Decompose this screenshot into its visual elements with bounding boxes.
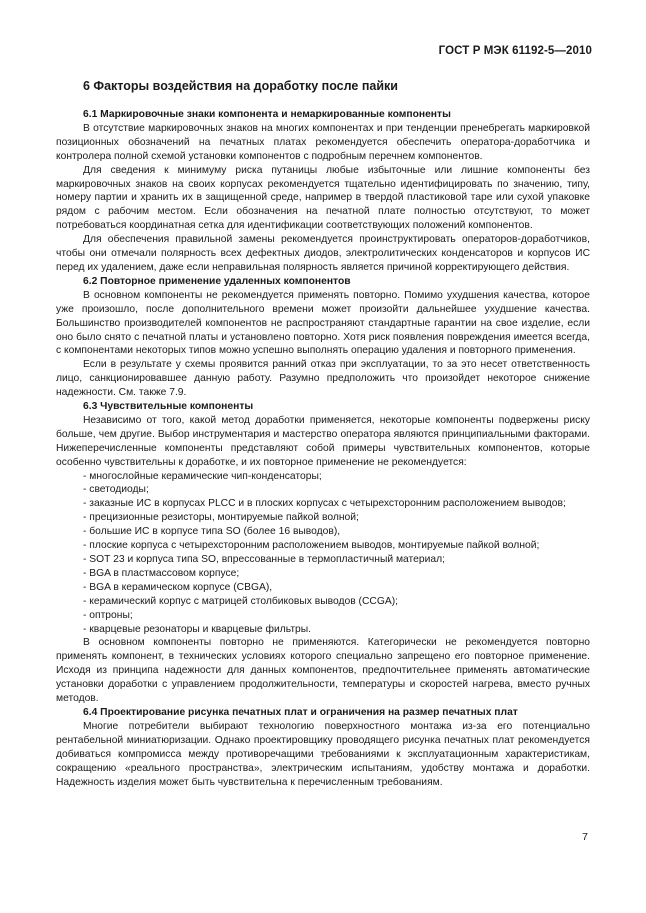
paragraph: Независимо от того, какой метод доработки применяется, некоторые компоненты подвержены риску больше, чем другие. Выбор инструментария и мастерство оператора являются принципиальными факторами. Нижеперечисленные компоненты представляют собой примеры чувствительных компонентов, которые особенно чувствительны к доработке, и их повторное применение не рекомендуется: [56, 414, 590, 468]
standard-header: ГОСТ Р МЭК 61192-5—2010 [438, 45, 592, 57]
list-item: - плоские корпуса с четырехсторонним расположением выводов, монтируемые пайкой волной; [83, 540, 540, 552]
subsection-6-1-title: 6.1 Маркировочные знаки компонента и немаркированные компоненты [83, 109, 451, 120]
page-number: 7 [582, 831, 588, 843]
sensitive-components-list [56, 470, 590, 637]
page-content [56, 78, 590, 789]
subsection-6-2-title: 6.2 Повторное применение удаленных компонентов [83, 275, 351, 287]
list-item: - BGA в керамическом корпусе (CBGA), [83, 581, 273, 593]
paragraph: В основном компоненты повторно не применяются. Категорически не рекомендуется повторно применять компонент, в технических условиях которого специально запрещено его повторное применение. Исходя из принципа надежности для данных компонентов, предпочтительнее применять автоматические установки доработки с управлением продолжительности, температуры и скоростей нагрева, вместо ручных методов. [56, 637, 590, 705]
paragraph: Если в результате у схемы проявится ранний отказ при эксплуатации, то за это несет ответственность лицо, санкционировавшее данную работу. Разумно предположить что произойдет некоторое снижение надежности. См. также 7.9. [56, 359, 590, 399]
list-item: - кварцевые резонаторы и кварцевые фильтры. [83, 623, 312, 635]
list-item: - SOT 23 и корпуса типа SO, впрессованные в термопластичный материал; [83, 554, 445, 565]
section-title: 6 Факторы воздействия на доработку после пайки [83, 79, 398, 93]
paragraph: В основном компоненты не рекомендуется применять повторно. Помимо ухудшения качества, которое уже произошло, после дополнительного времени может произойти дальнейшее ухудшение качества. Большинство производителей компонентов не распространяют стандартные гарантии на свое изделие, если оно было снято с печатной платы и установлено повторно. Хотя риск появления повреждения имеется всегда, с компонентами некоторых типов можно успешно выполнять операцию удаления и повторного применения. [56, 289, 590, 357]
paragraph: Для сведения к минимуму риска путаницы любые избыточные или лишние компоненты без маркировочных знаков на своих корпусах рекомендуется тщательно идентифицировать по значению, типу, номеру партии и хранить их в защищенной среде, например в твердой пластиковой таре или сухой упаковке рядом с рабочим местом. Если обозначения на печатной плате полностью отсутствуют, то может потребоваться координатная сетка для идентификации соответствующих положений компонентов. [56, 164, 590, 232]
list-item: - оптроны; [83, 609, 133, 621]
list-item: - заказные ИС в корпусах PLCC и в плоских корпусах с четырехсторонним расположением выводов; [83, 498, 566, 510]
list-item: - большие ИС в корпусе типа SO (более 16 выводов), [83, 526, 341, 538]
subsection-6-4-title: 6.4 Проектирование рисунка печатных плат и ограничения на размер печатных плат [83, 706, 518, 718]
paragraph: Многие потребители выбирают технологию поверхностного монтажа из-за его потенциально рентабельной миниатюризации. Однако проектировщику проводящего рисунка печатных плат рекомендуется добиваться компромисса между противоречащими требованиями к эксплуатационным характеристикам, сокращению «реального пространства», электрическим испытаниям, удобству монтажа и доработки. Надежность изделия может быть чувствительна к перечисленным требованиям. [56, 720, 590, 788]
list-item: - многослойные керамические чип-конденсаторы; [83, 470, 322, 482]
paragraph: В отсутствие маркировочных знаков на многих компонентах и при тенденции пренебрегать маркировкой позиционных обозначений на печатных платах рекомендуется обеспечить оператора-доработчика и контролера полной схемой установки компонентов с подробным перечнем компонентов. [56, 122, 590, 162]
list-item: - керамический корпус с матрицей столбиковых выводов (CCGA); [83, 595, 399, 607]
subsection-6-3-title: 6.3 Чувствительные компоненты [83, 401, 254, 413]
list-item: - светодиоды; [83, 484, 149, 496]
list-item: - прецизионные резисторы, монтируемые пайкой волной; [83, 512, 359, 524]
list-item: - BGA в пластмассовом корпусе; [83, 567, 240, 579]
paragraph: Для обеспечения правильной замены рекомендуется проинструктировать операторов-доработчиков, чтобы они отмечали полярность всех дефектных диодов, электролитических конденсаторов и корпусов ИС перед их удалением, даже если неправильная полярность является причиной корректирующего действия. [56, 234, 590, 273]
